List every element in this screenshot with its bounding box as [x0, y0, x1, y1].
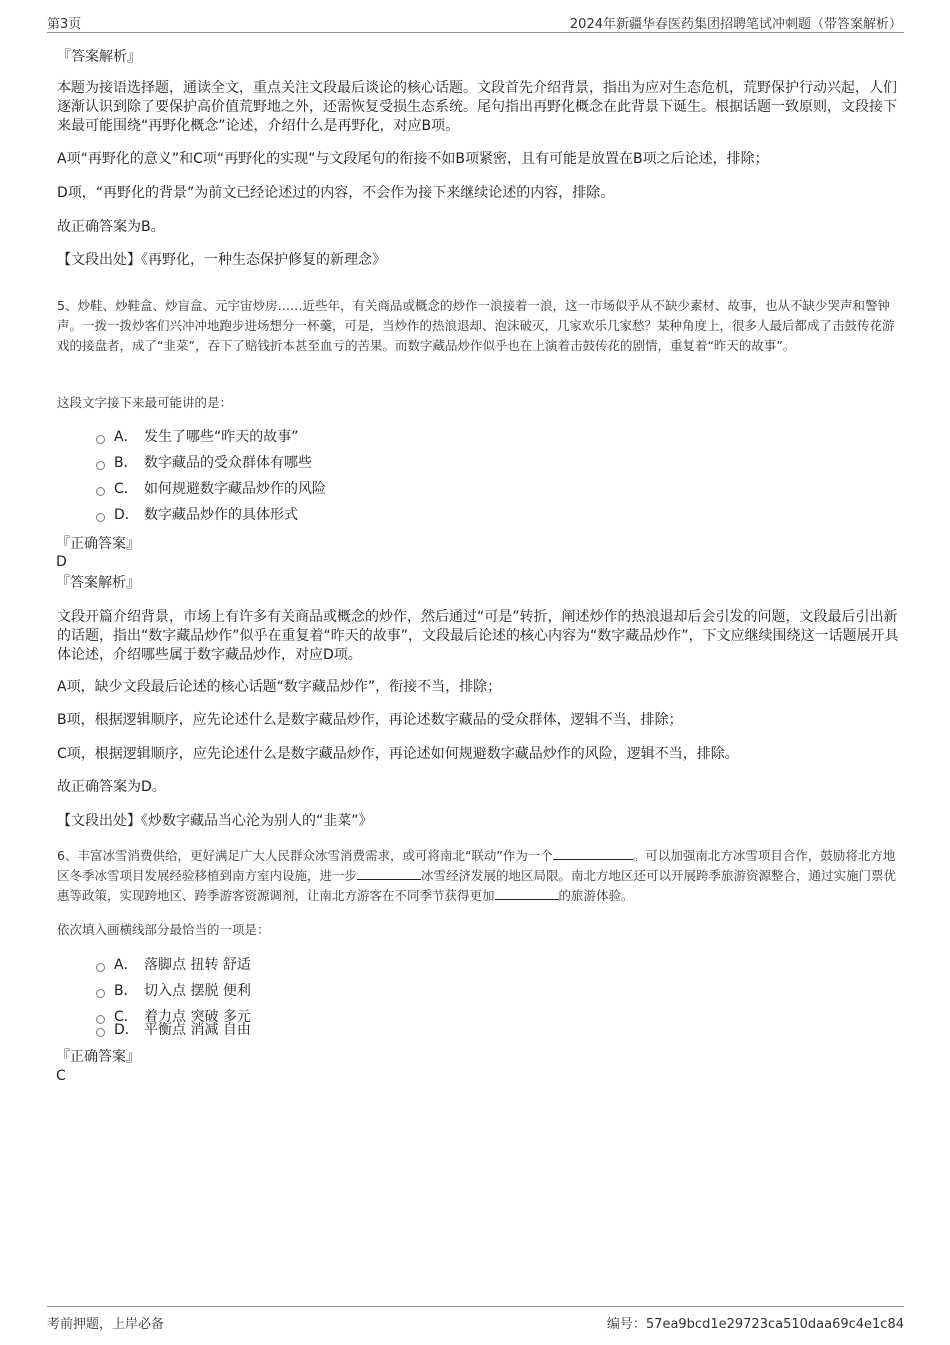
- q5-question: 这段文字接下来最可能讲的是：: [57, 395, 233, 410]
- option-letter: C．: [114, 481, 138, 497]
- option-text: 数字藏品的受众群体有哪些: [144, 455, 312, 471]
- q4-note-d: D项，“再野化的背景”为前文已经论述过的内容，不会作为接下来继续论述的内容，排除。: [57, 185, 615, 201]
- option-text: 平衡点 消减 自由: [144, 1022, 251, 1038]
- option-letter: A．: [114, 957, 138, 973]
- document-title: 2024年新疆华春医药集团招聘笔试冲刺题（带答案解析）: [569, 17, 902, 32]
- option-text: 发生了哪些“昨天的故事”: [144, 429, 299, 445]
- q4-analysis-text: 本题为接语选择题，通读全文，重点关注文段最后谈论的核心话题。文段首先介绍背景，指出为应对生态危机，荒野保护行动兴起，人们逐渐认识到除了要保护高价值荒野地之外，还需恢复受损生态系统。尾句指出再野化概念在此背景下诞生。根据话题一致原则，文段接下来最可能围绕“再野化概念”论述，介绍什么是再野化，对应B项。: [57, 80, 897, 134]
- q5-analysis-text: 文段开篇介绍背景，市场上有许多有关商品或概念的炒作，然后通过“可是”转折，阐述炒作的热浪退却后会引发的问题，文段最后引出新的话题，指出“数字藏品炒作”似乎在重复着“昨天的故事”，文段最后论述的核心内容为“数字藏品炒作”，下文应继续围绕这一话题展开具体论述，介绍哪些属于数字藏品炒作，对应D项。: [57, 609, 899, 663]
- q5-source: 【文段出处】《炒数字藏品当心沦为别人的“韭菜”》: [57, 813, 373, 829]
- document-id: 编号：57ea9bcd1e29723ca510daa69c4e1c84: [606, 1317, 904, 1332]
- q4-analysis-label: 『答案解析』: [57, 49, 141, 65]
- q5-note-b: B项，根据逻辑顺序，应先论述什么是数字藏品炒作，再论述数字藏品的受众群体，逻辑不当，排除；: [57, 712, 683, 728]
- q5-answer-label: 『正确答案』: [56, 536, 140, 552]
- option-text: 数字藏品炒作的具体形式: [144, 507, 298, 523]
- q6-stem-part1: 6、丰富冰雪消费供给，更好满足广大人民群众冰雪消费需求，或可将南北“联动”作为一个: [57, 848, 553, 863]
- option-letter: B．: [114, 455, 138, 471]
- q6-answer: C: [56, 1068, 66, 1084]
- radio-icon[interactable]: [96, 989, 105, 998]
- q5-answer: D: [56, 554, 67, 570]
- q4-source: 【文段出处】《再野化，一种生态保护修复的新理念》: [57, 252, 386, 268]
- option-letter: A．: [114, 429, 138, 445]
- q5-option-b[interactable]: [96, 454, 312, 473]
- page-number: 第3页: [47, 17, 82, 32]
- option-letter: D．: [114, 1022, 139, 1038]
- radio-icon[interactable]: [96, 963, 105, 972]
- q6-stem-part3: 冰雪经济发展的地区局限。南北方地区还可以开展跨季旅游资源整合，通过实施门票优惠等政策，实现跨地区、跨季游客资源调剂，让南北方游客在不同季节获得更加: [57, 868, 897, 903]
- q6-question: 依次填入画横线部分最恰当的一项是：: [57, 922, 270, 937]
- radio-icon[interactable]: [96, 487, 105, 496]
- q6-answer-label: 『正确答案』: [56, 1049, 140, 1065]
- header-divider: [47, 32, 904, 33]
- q6-option-d[interactable]: [96, 1021, 251, 1040]
- q6-stem-part4: 的旅游体验。: [558, 888, 634, 903]
- q6-blank-3[interactable]: [495, 887, 559, 900]
- option-text: 落脚点 扭转 舒适: [144, 957, 251, 973]
- q6-option-b[interactable]: [96, 982, 251, 1001]
- radio-icon[interactable]: [96, 461, 105, 470]
- option-letter: B．: [114, 983, 138, 999]
- radio-icon[interactable]: [96, 513, 105, 522]
- q6-blank-1[interactable]: [553, 847, 633, 860]
- q4-conclusion: 故正确答案为B。: [57, 219, 165, 235]
- radio-icon[interactable]: [96, 435, 105, 444]
- q4-note-ac: A项“再野化的意义”和C项“再野化的实现”与文段尾句的衔接不如B项紧密，且有可能是放置在B项之后论述，排除；: [57, 151, 769, 167]
- option-letter: C．: [114, 1009, 138, 1025]
- radio-icon[interactable]: [96, 1028, 105, 1037]
- q5-note-a: A项，缺少文段最后论述的核心话题“数字藏品炒作”，衔接不当，排除；: [57, 679, 502, 695]
- q5-stem: 5、炒鞋、炒鞋盒、炒盲盒、元宇宙炒房……近些年，有关商品或概念的炒作一浪接着一浪，这一市场似乎从不缺少素材、故事，也从不缺少哭声和警钟声。一拨一拨炒客们兴冲冲地跑步进场想分一杯羹，可是，当炒作的热浪退却、泡沫破灭，几家欢乐几家愁？某种角度上，很多人最后都成了击鼓传花游戏的接盘者，成了“韭菜”，吞下了赔钱折本甚至血亏的苦果。而数字藏品炒作似乎也在上演着击鼓传花的剧情，重复着“昨天的故事”。: [57, 298, 895, 353]
- option-text: 如何规避数字藏品炒作的风险: [144, 481, 326, 497]
- q5-note-c: C项，根据逻辑顺序，应先论述什么是数字藏品炒作，再论述如何规避数字藏品炒作的风险，逻辑不当，排除。: [57, 746, 739, 762]
- q5-conclusion: 故正确答案为D。: [57, 779, 166, 795]
- footer-divider: [47, 1306, 904, 1307]
- q5-option-c[interactable]: [96, 480, 326, 499]
- q6-stem: [57, 846, 903, 906]
- q6-stem-part2: 。可以加强南北方冰雪项目合作，鼓励将北方地区冬季冰雪项目发展经验移植到南方室内设施，进一步: [57, 848, 896, 883]
- option-text: 着力点 突破 多元: [144, 1009, 251, 1025]
- q5-option-a[interactable]: [96, 428, 299, 447]
- q5-option-d[interactable]: [96, 506, 298, 525]
- q6-option-a[interactable]: [96, 956, 251, 975]
- q6-blank-2[interactable]: [357, 867, 421, 880]
- q5-analysis-label: 『答案解析』: [56, 575, 140, 591]
- footer-slogan: 考前押题，上岸必备: [47, 1317, 165, 1332]
- option-letter: D．: [114, 507, 139, 523]
- option-text: 切入点 摆脱 便利: [144, 983, 251, 999]
